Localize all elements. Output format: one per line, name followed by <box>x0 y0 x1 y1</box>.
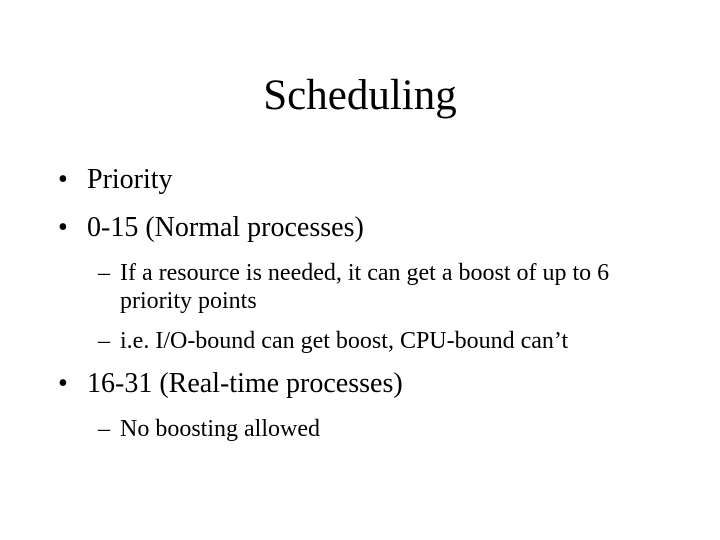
slide-title: Scheduling <box>263 72 457 119</box>
dash-icon: – <box>98 328 110 354</box>
sub-item-text: No boosting allowed <box>120 416 320 442</box>
sub-item-no-boosting <box>98 415 680 443</box>
bullet-icon: • <box>58 164 68 195</box>
sub-item-io-bound <box>98 327 680 355</box>
bullet-item-real-time-processes <box>58 367 698 401</box>
slide-content <box>58 163 698 455</box>
bullet-text: 16-31 (Real-time processes) <box>87 368 403 399</box>
bullet-item-normal-processes <box>58 211 698 245</box>
sub-item-resource-boost <box>98 259 680 315</box>
dash-icon: – <box>98 260 110 286</box>
bullet-item-priority <box>58 163 698 197</box>
bullet-text: 0-15 (Normal processes) <box>87 212 364 243</box>
bullet-icon: • <box>58 212 68 243</box>
sub-item-text: If a resource is needed, it can get a boost of up to 6 priority points <box>120 260 610 314</box>
sub-item-text: i.e. I/O-bound can get boost, CPU-bound can’t <box>120 328 569 354</box>
bullet-icon: • <box>58 368 68 399</box>
dash-icon: – <box>98 416 110 442</box>
bullet-text: Priority <box>87 164 173 195</box>
